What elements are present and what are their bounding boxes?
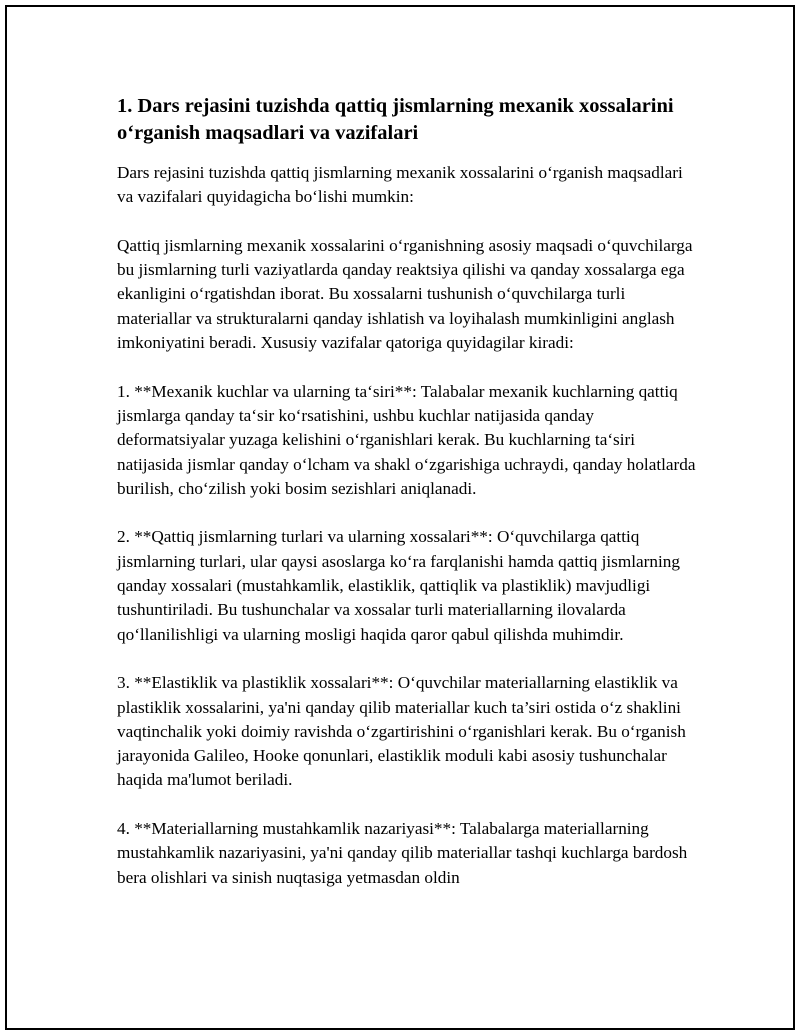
- task-item-1: 1. **Mexanik kuchlar va ularning taʻsiri**: Talabalar mexanik kuchlarning qattiq jismlarga qanday taʻsir koʻrsatishini, ushbu kuchlar natijasida qanday deformatsiyalar yuzaga kelishini oʻrganishlari kerak. Bu kuchlarning taʻsiri natijasida jismlar qanday oʻlcham va shakl oʻzgarishiga uchraydi, qanday holatlarda burilish, choʻzilish yoki bosim sezishlari aniqlanadi.: [117, 381, 696, 498]
- document-body: [117, 93, 697, 914]
- goal-paragraph: Qattiq jismlarning mexanik xossalarini oʻrganishning asosiy maqsadi oʻquvchilarga bu jismlarning turli vaziyatlarda qanday reaktsiya qilishi va qanday xossalarga ega ekanligini oʻrgatishdan iborat. Bu xossalarni tushunish oʻquvchilarga turli materiallar va strukturalarni qanday ishlatish va loyihalash mumkinligini anglash imkoniyatini beradi. Xususiy vazifalar qatoriga quyidagilar kiradi:: [117, 235, 693, 353]
- task-item-3: 3. **Elastiklik va plastiklik xossalari**: Oʻquvchilar materiallarning elastiklik va plastiklik xossalarini, ya'ni qanday qilib materiallar kuch ta’siri ostida oʻz shaklini vaqtinchalik yoki doimiy ravishda oʻzgartirishini oʻrganishlari kerak. Bu oʻrganish jarayonida Galileo, Hooke qonunlari, elastiklik moduli kabi asosiy tushunchalar haqida ma'lumot beriladi.: [117, 673, 686, 790]
- intro-paragraph: Dars rejasini tuzishda qattiq jismlarning mexanik xossalarini oʻrganish maqsadlari va vazifalari quyidagicha boʻlishi mumkin:: [117, 163, 683, 207]
- task-item-2: 2. **Qattiq jismlarning turlari va ularning xossalari**: Oʻquvchilarga qattiq jismlarning turlari, ular qaysi asoslarga koʻra farqlanishi hamda qattiq jismlarning qanday xossalari (mustahkamlik, elastiklik, qattiqlik va plastiklik) mavjudligi tushuntiriladi. Bu tushunchalar va xossalar turli materiallarning ilovalarda qoʻllanilishligi va ularning mosligi haqida qaror qabul qilishda muhimdir.: [117, 527, 680, 644]
- task-item-4: 4. **Materiallarning mustahkamlik nazariyasi**: Talabalarga materiallarning mustahkamlik nazariyasini, ya'ni qanday qilib materiallar tashqi kuchlarga bardosh bera olishlari va sinish nuqtasiga yetmasdan oldin: [117, 819, 688, 887]
- section-heading: 1. Dars rejasini tuzishda qattiq jismlarning mexanik xossalarini oʻrganish maqsadlari va vazifalari: [117, 95, 674, 144]
